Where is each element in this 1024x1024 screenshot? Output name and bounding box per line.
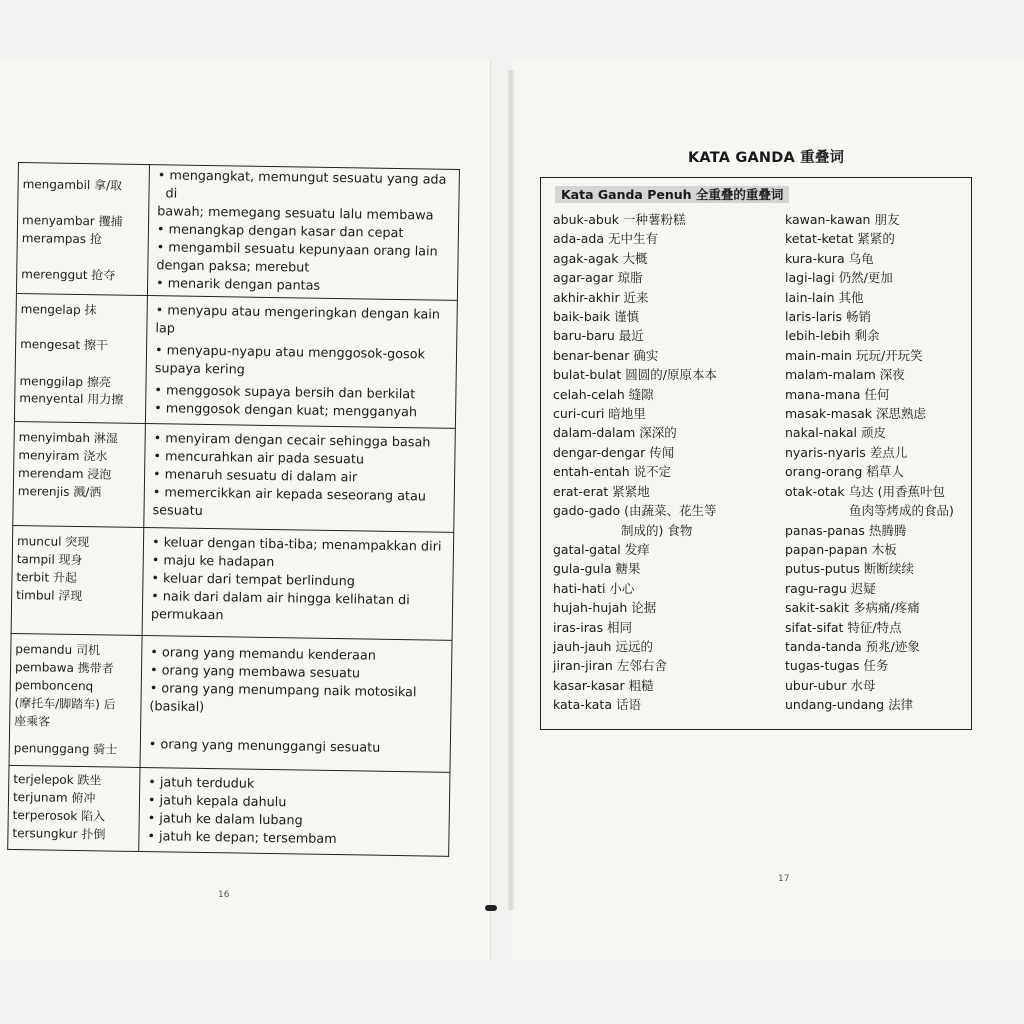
page-number-right: 17 — [778, 874, 790, 884]
list-item: undang-undang 法律 — [785, 697, 914, 713]
terms-cell — [11, 525, 144, 635]
term: terjelepok 跌坐 — [13, 772, 102, 788]
term: terbit 升起 — [16, 570, 78, 585]
definition: supaya kering — [154, 361, 245, 378]
definitions-cell — [145, 296, 457, 429]
list-item: lebih-lebih 剩余 — [785, 328, 880, 344]
definition: • maju ke hadapan — [151, 553, 275, 571]
list-item-continuation: 制成的) 食物 — [621, 522, 693, 538]
term: 座乘客 — [14, 714, 51, 729]
box-heading: Kata Ganda Penuh 全重叠的重叠词 — [555, 186, 789, 203]
term: merampas 抢 — [21, 231, 102, 247]
list-item: tanda-tanda 预兆/迹象 — [785, 638, 920, 654]
word-column-2 — [785, 210, 965, 715]
list-item: tugas-tugas 任务 — [785, 658, 889, 674]
table-row — [8, 765, 450, 856]
list-item: kawan-kawan 朋友 — [785, 212, 900, 227]
spine-mark — [485, 905, 497, 911]
list-item-continuation: 鱼肉等烤成的食品) — [849, 503, 954, 519]
term: pemandu 司机 — [15, 642, 101, 658]
term: menyiram 浇水 — [18, 448, 108, 464]
list-item: malam-malam 深夜 — [785, 367, 905, 383]
definition: lap — [155, 321, 176, 337]
definition: • menyiram dengan cecair sehingga basah — [153, 431, 431, 451]
term: tersungkur 扑倒 — [12, 825, 106, 842]
term: merenggut 抢夺 — [21, 267, 116, 283]
term: timbul 浮现 — [16, 588, 83, 604]
list-item: putus-putus 断断续续 — [785, 561, 914, 577]
page-title: KATA GANDA 重叠词 — [688, 150, 845, 166]
definition: • orang yang menunggangi sesuatu — [148, 737, 381, 756]
list-item: ragu-ragu 迟疑 — [785, 580, 876, 596]
term: mengesat 擦干 — [20, 337, 109, 353]
list-item: hujah-hujah 论据 — [553, 600, 657, 616]
definition: bawah; memegang sesuatu lalu membawa — [157, 204, 434, 224]
list-item: lagi-lagi 仍然/更加 — [785, 270, 893, 286]
definition: • jatuh terduduk — [148, 775, 255, 792]
definitions-cell — [140, 636, 452, 773]
definition: • mengangkat, memungut sesuatu yang ada di — [157, 168, 447, 202]
page-number-left: 16 — [218, 890, 230, 900]
list-item: kasar-kasar 粗糙 — [553, 677, 654, 693]
list-item: jiran-jiran 左邻右舍 — [553, 658, 667, 674]
list-item: iras-iras 相同 — [553, 619, 633, 635]
list-item: lain-lain 其他 — [785, 289, 864, 305]
list-item: agak-agak 大概 — [553, 250, 648, 266]
definition: • menangkap dengan kasar dan cepat — [156, 222, 404, 242]
terms-cell — [14, 293, 147, 423]
list-item: entah-entah 说不定 — [553, 464, 672, 480]
list-item: mana-mana 任何 — [785, 386, 890, 402]
list-item: orang-orang 稻草人 — [785, 464, 904, 480]
term: tampil 现身 — [16, 552, 83, 568]
term: merenjis 溅/洒 — [17, 484, 102, 500]
term: pembawa 携带者 — [14, 660, 114, 676]
definitions-cell — [139, 767, 450, 856]
word-column-1 — [553, 210, 779, 715]
term: pemboncenq — [14, 678, 94, 694]
definition: • mengambil sesuatu kepunyaan orang lain — [156, 240, 438, 260]
list-item: curi-curi 暗地里 — [553, 406, 646, 422]
list-item: gatal-gatal 发痒 — [553, 541, 650, 557]
definition: • keluar dari tempat berlindung — [151, 571, 356, 590]
list-item: otak-otak 乌达 (用香蕉叶包 — [785, 483, 945, 499]
definition: • menggosok dengan kuat; mengganyah — [154, 401, 418, 421]
list-item: baik-baik 谨慎 — [553, 309, 640, 325]
list-item: ketat-ketat 紧紧的 — [785, 231, 895, 247]
list-item: agar-agar 琼脂 — [553, 270, 643, 286]
definition: • menyapu-nyapu atau menggosok-gosok — [154, 343, 426, 363]
term: penunggang 骑士 — [13, 741, 118, 757]
definition: permukaan — [150, 607, 224, 624]
list-item: benar-benar 确实 — [553, 347, 659, 363]
list-item: nakal-nakal 顽皮 — [785, 425, 886, 441]
list-item: gula-gula 糖果 — [553, 561, 641, 577]
list-item: sakit-sakit 多病痛/疼痛 — [785, 600, 920, 616]
list-item: baru-baru 最近 — [553, 328, 644, 344]
list-item: jauh-jauh 远远的 — [553, 638, 653, 654]
term: menyambar 攫捕 — [21, 213, 123, 229]
table-row — [11, 525, 454, 640]
word-list-box — [540, 177, 972, 730]
term: menyental 用力擦 — [19, 391, 124, 407]
list-item: ada-ada 无中生有 — [553, 231, 658, 247]
definition: • mencurahkan air pada sesuatu — [153, 449, 365, 468]
definition: sesuatu — [152, 503, 203, 519]
list-item: papan-papan 木板 — [785, 541, 897, 557]
table-row — [13, 421, 456, 532]
list-item: panas-panas 热腾腾 — [785, 522, 907, 538]
list-item: akhir-akhir 近来 — [553, 289, 649, 305]
terms-cell — [13, 421, 146, 527]
term: terperosok 陷入 — [12, 807, 106, 824]
terms-cell — [16, 163, 149, 296]
list-item: gado-gado (由蔬菜、花生等 — [553, 503, 717, 519]
list-item: erat-erat 紧紧地 — [553, 483, 650, 499]
definitions-cell — [147, 165, 459, 301]
definition: • orang yang membawa sesuatu — [149, 663, 361, 682]
synonym-table — [7, 162, 460, 849]
definition: • menarik dengan pantas — [155, 276, 321, 294]
list-item: ubur-ubur 水母 — [785, 677, 876, 693]
list-item: laris-laris 畅销 — [785, 309, 871, 325]
term: muncul 突现 — [16, 534, 90, 550]
definition: • naik dari dalam air hingga kelihatan di — [151, 589, 410, 609]
definition: dengan paksa; merebut — [156, 258, 310, 276]
definition: • orang yang menumpang naik motosikal — [149, 681, 417, 701]
terms-cell — [8, 765, 140, 851]
list-item: kura-kura 乌龟 — [785, 250, 874, 266]
definition: • jatuh ke depan; tersembam — [147, 829, 337, 848]
list-item: kata-kata 话语 — [553, 697, 641, 713]
definition: • jatuh ke dalam lubang — [147, 811, 303, 829]
definition: • menggosok supaya bersih dan berkilat — [154, 383, 416, 403]
term: mengambil 拿/取 — [22, 177, 123, 193]
list-item: hati-hati 小心 — [553, 580, 635, 596]
list-item: bulat-bulat 圆圆的/原原本本 — [553, 367, 717, 383]
list-item: sifat-sifat 特征/特点 — [785, 619, 902, 635]
book-spine — [508, 70, 514, 910]
term: menggilap 擦亮 — [19, 374, 112, 390]
definition: • keluar dengan tiba-tiba; menampakkan diri — [151, 535, 442, 555]
term: mengelap 抹 — [20, 302, 97, 318]
definition: • memercikkan air kepada seseorang atau — [152, 485, 427, 505]
definition: • orang yang memandu kenderaan — [150, 645, 377, 664]
table-row — [14, 293, 457, 428]
list-item: main-main 玩玩/开玩笑 — [785, 347, 923, 363]
list-item: masak-masak 深思熟虑 — [785, 406, 926, 422]
definition: • menyapu atau mengeringkan dengan kain — [155, 303, 441, 323]
list-item: celah-celah 缝隙 — [553, 386, 654, 402]
table-row — [9, 633, 452, 772]
list-item: dengar-dengar 传闻 — [553, 444, 675, 460]
table-row — [16, 163, 459, 301]
definition: (basikal) — [149, 699, 205, 715]
definition: • jatuh kepala dahulu — [147, 793, 287, 811]
term: (摩托车/脚踏车) 后 — [14, 696, 116, 712]
definitions-cell — [142, 528, 454, 641]
list-item: nyaris-nyaris 差点儿 — [785, 444, 908, 460]
definition: • menaruh sesuatu di dalam air — [152, 467, 358, 486]
definitions-cell — [144, 424, 456, 533]
term: terjunam 俯冲 — [12, 790, 96, 806]
term: merendam 浸泡 — [18, 466, 112, 482]
term: menyimbah 淋湿 — [18, 430, 118, 446]
list-item: dalam-dalam 深深的 — [553, 425, 677, 441]
terms-cell — [9, 633, 142, 767]
list-item: abuk-abuk 一种薯粉糕 — [553, 212, 686, 227]
